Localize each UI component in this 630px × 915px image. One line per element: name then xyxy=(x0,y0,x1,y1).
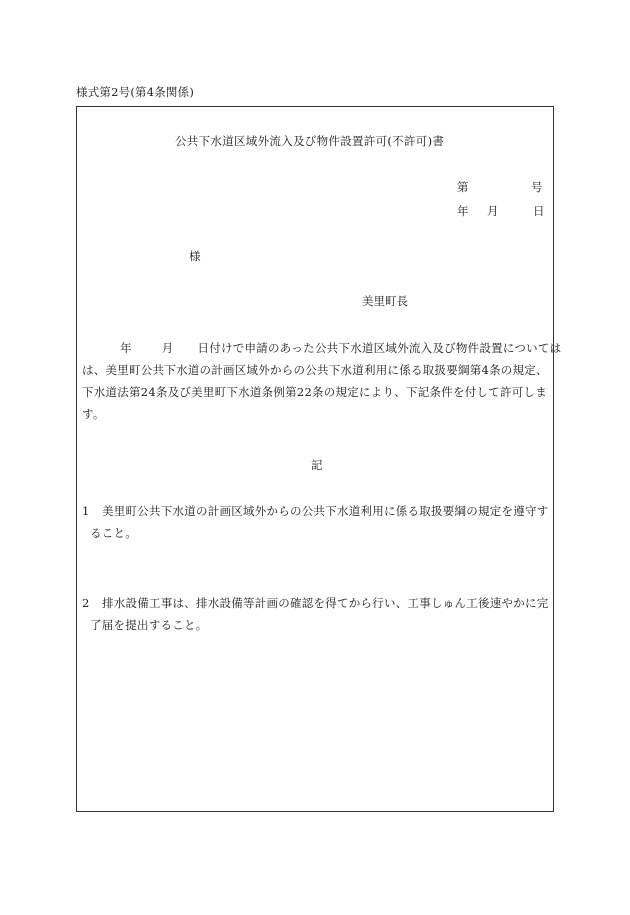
body-year-label: 年 xyxy=(120,341,132,355)
condition-2-text: 排水設備工事は、排水設備等計画の確認を得てから行い、工事しゅん工後速やかに完 xyxy=(102,596,549,610)
condition-1-text: 美里町公共下水道の計画区域外からの公共下水道利用に係る取扱要綱の規定を遵守す xyxy=(102,504,549,518)
document-number-suffix: 号 xyxy=(531,180,543,194)
body-month-label: 月 xyxy=(161,341,174,355)
form-number-label: 様式第2号(第4条関係) xyxy=(76,85,195,99)
body-paragraph xyxy=(82,337,562,425)
condition-1-number: 1 xyxy=(82,504,90,518)
condition-1-line-1 xyxy=(82,500,554,522)
ki-heading: 記 xyxy=(311,458,323,472)
issue-date xyxy=(457,203,545,219)
date-month-label: 月 xyxy=(487,204,499,218)
body-line-1 xyxy=(82,337,562,359)
document-title: 公共下水道区域外流入及び物件設置許可(不許可)書 xyxy=(175,134,445,148)
condition-2-line-2: 了届を提出すること。 xyxy=(90,618,208,632)
condition-1-line-2: ること。 xyxy=(90,526,137,540)
condition-item xyxy=(82,500,554,544)
condition-item xyxy=(82,592,554,636)
document-number-prefix: 第 xyxy=(457,180,469,194)
body-line-4: す。 xyxy=(82,407,105,421)
condition-2-line-1 xyxy=(82,592,554,614)
date-year-label: 年 xyxy=(457,204,469,218)
document-frame xyxy=(76,106,562,812)
issuer-name: 美里町長 xyxy=(362,294,408,308)
addressee-suffix: 様 xyxy=(189,249,201,263)
body-line-2: は、美里町公共下水道の計画区域外からの公共下水道利用に係る取扱要綱第4条の規定、 xyxy=(82,363,548,377)
body-line-1-text: 日付けで申請のあった公共下水道区域外流入及び物件設置については xyxy=(197,341,562,355)
date-day-label: 日 xyxy=(533,204,545,218)
body-line-3: 下水道法第24条及び美里町下水道条例第22条の規定により、下記条件を付して許可しま xyxy=(82,385,548,399)
condition-2-number: 2 xyxy=(82,596,90,610)
